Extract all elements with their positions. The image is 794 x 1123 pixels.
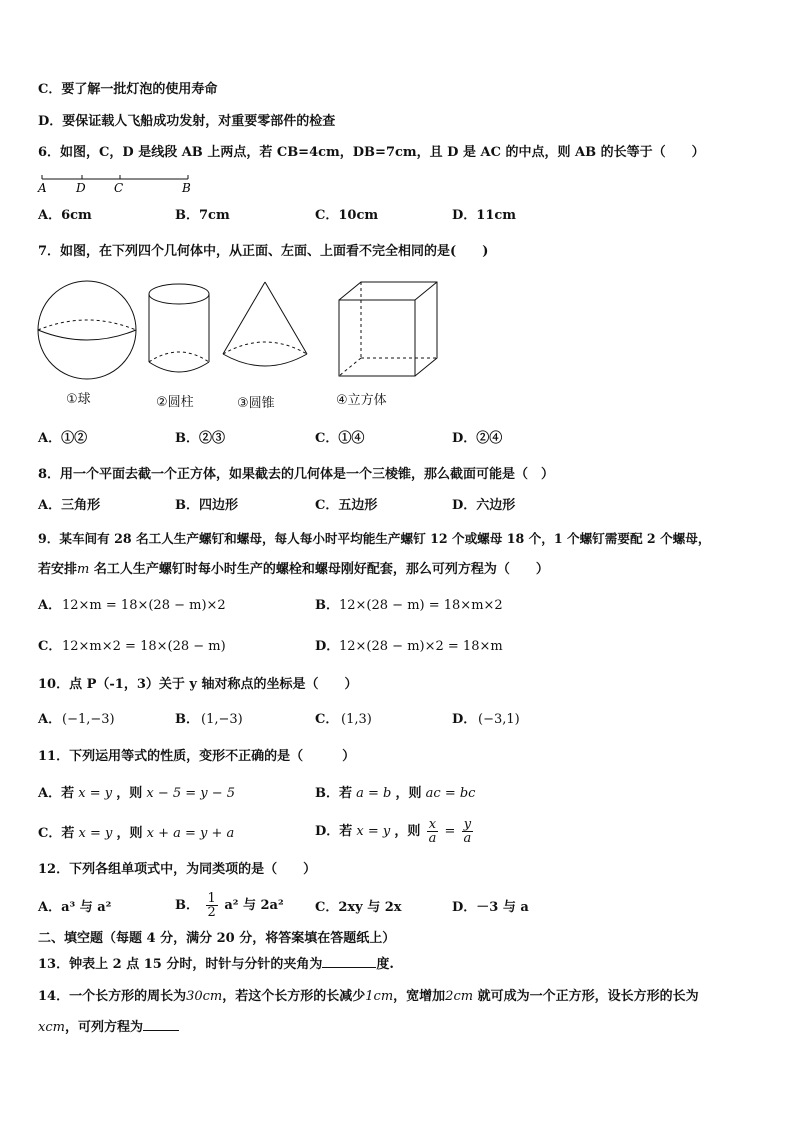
q11-option-b-label: B．若 bbox=[315, 786, 352, 801]
q11-option-c bbox=[38, 826, 234, 842]
q11-option-a-condition: x = y bbox=[78, 786, 113, 801]
question-6-stem: 6．如图，C，D 是线段 AB 上两点，若 CB=4cm，DB=7cm，且 D 是 AC 的中点，则 AB 的长等于（ ） bbox=[38, 145, 705, 160]
question-9-options-row-1 bbox=[38, 598, 758, 616]
q14-text-5: ，可列方程为 bbox=[64, 1020, 143, 1035]
q10-option-b-expr: (1,−3) bbox=[201, 712, 243, 727]
fraction-denominator: a bbox=[428, 831, 437, 846]
label-sphere: ①球 bbox=[66, 392, 91, 407]
q11-option-a-then: ，则 bbox=[116, 786, 143, 801]
q13-stem-prefix: 13．钟表上 2 点 15 分时，时针与分针的夹角为 bbox=[38, 957, 323, 972]
q6-option-b: B．7cm bbox=[175, 208, 230, 223]
cube-shape bbox=[339, 282, 437, 376]
fraction-numerator: y bbox=[462, 818, 474, 832]
q8-option-a: A．三角形 bbox=[38, 498, 101, 513]
q14-text-2: ，若这个长方形的长减少 bbox=[222, 989, 366, 1004]
fraction-denominator: a bbox=[463, 831, 472, 846]
point-label-c: C bbox=[114, 181, 124, 195]
q7-option-a: A．①② bbox=[38, 431, 88, 446]
question-14-stem-line-1 bbox=[38, 989, 699, 1005]
question-12-options bbox=[38, 891, 758, 924]
q9-option-a-label: A． bbox=[38, 598, 62, 613]
q14-answer-blank[interactable] bbox=[143, 1030, 179, 1031]
q11-option-b-result: ac = bc bbox=[425, 786, 476, 801]
q7-option-d: D．②④ bbox=[452, 431, 503, 446]
equals-sign: = bbox=[444, 824, 456, 839]
q6-option-c: C．10cm bbox=[315, 208, 379, 223]
q11-option-d-fraction-left bbox=[427, 818, 439, 845]
q9-option-c-label: C． bbox=[38, 639, 62, 654]
q10-option-a-expr: (−1,−3) bbox=[62, 712, 115, 727]
q9-option-d-expr: 12×(28 − m)×2 = 18×m bbox=[339, 639, 503, 654]
point-label-b: B bbox=[182, 181, 191, 195]
q9-option-c-expr: 12×m×2 = 18×(28 − m) bbox=[62, 639, 226, 654]
question-8-stem: 8．用一个平面去截一个正方体，如果截去的几何体是一个三棱锥，那么截面可能是（ ） bbox=[38, 467, 555, 482]
q11-option-b bbox=[315, 786, 475, 802]
q11-option-c-label: C．若 bbox=[38, 826, 75, 841]
label-cylinder: ②圆柱 bbox=[156, 395, 194, 410]
segment-figure bbox=[36, 171, 196, 195]
q11-option-b-then: ，则 bbox=[395, 786, 422, 801]
question-14-stem-line-2 bbox=[38, 1020, 179, 1036]
q11-option-d-condition: x = y bbox=[356, 824, 391, 839]
q9-stem-suffix: 名工人生产螺钉时每小时生产的螺栓和螺母刚好配套，那么可列方程为（ ） bbox=[89, 562, 549, 577]
question-11-stem: 11．下列运用等式的性质，变形不正确的是（ ） bbox=[38, 749, 356, 764]
q12-option-a: A．a³ 与 a² bbox=[38, 900, 112, 915]
question-9-options-row-2 bbox=[38, 639, 758, 657]
section-2-heading: 二、填空题（每题 4 分，满分 20 分，将答案填在答题纸上） bbox=[38, 931, 396, 946]
point-label-a: A bbox=[38, 181, 47, 195]
q9-option-b-expr: 12×(28 − m) = 18×m×2 bbox=[339, 598, 503, 613]
q6-option-a: A．6cm bbox=[38, 208, 92, 223]
one-half-fraction bbox=[206, 892, 218, 919]
q11-option-c-condition: x = y bbox=[78, 826, 113, 841]
q14-perimeter-value: 30cm bbox=[186, 989, 223, 1004]
label-cube: ④立方体 bbox=[336, 393, 387, 408]
solids-figure bbox=[30, 280, 450, 390]
q10-option-c-expr: (1,3) bbox=[341, 712, 372, 727]
question-10-options bbox=[38, 712, 758, 730]
question-7-stem: 7．如图，在下列四个几何体中，从正面、左面、上面看不完全相同的是( ) bbox=[38, 244, 489, 259]
q8-option-b: B．四边形 bbox=[175, 498, 238, 513]
q10-option-d-label: D． bbox=[452, 712, 477, 727]
q11-option-d-then: ，则 bbox=[394, 824, 421, 839]
q11-option-d-label: D．若 bbox=[315, 824, 353, 839]
q8-option-d: D．六边形 bbox=[452, 498, 516, 513]
q8-option-c: C．五边形 bbox=[315, 498, 378, 513]
q11-option-c-result: x + a = y + a bbox=[146, 826, 235, 841]
question-10-stem: 10．点 P（-1，3）关于 y 轴对称点的坐标是（ ） bbox=[38, 677, 358, 692]
q10-option-d-expr: (−3,1) bbox=[478, 712, 520, 727]
question-8-options bbox=[38, 498, 758, 516]
q11-option-c-then: ，则 bbox=[116, 826, 143, 841]
q11-option-b-condition: a = b bbox=[356, 786, 392, 801]
question-12-stem: 12．下列各组单项式中，为同类项的是（ ） bbox=[38, 862, 317, 877]
q11-option-a-result: x − 5 = y − 5 bbox=[146, 786, 236, 801]
point-label-d: D bbox=[76, 181, 86, 195]
q7-option-c: C．①④ bbox=[315, 431, 365, 446]
q12-option-c: C．2xy 与 2x bbox=[315, 900, 402, 915]
question-11-options-row-1 bbox=[38, 786, 758, 804]
q11-option-a-label: A．若 bbox=[38, 786, 75, 801]
q14-text-1: 14．一个长方形的周长为 bbox=[38, 989, 187, 1004]
q14-text-3: ，宽增加 bbox=[393, 989, 446, 1004]
q12-option-b-rest: a² 与 2a² bbox=[224, 898, 284, 913]
q9-stem-prefix: 若安排 bbox=[38, 562, 78, 577]
q13-answer-blank[interactable] bbox=[322, 967, 376, 968]
question-9-stem-line-2 bbox=[38, 562, 549, 578]
q10-option-b-label: B． bbox=[175, 712, 199, 727]
q13-stem-suffix: 度. bbox=[376, 957, 394, 972]
q11-option-d bbox=[315, 818, 475, 845]
q11-option-a bbox=[38, 786, 235, 802]
q11-option-d-fraction-right bbox=[462, 818, 474, 845]
label-cone: ③圆锥 bbox=[237, 396, 275, 411]
question-6-options bbox=[38, 208, 758, 226]
question-13-stem bbox=[38, 957, 394, 973]
q12-option-d: D．－3 与 a bbox=[452, 900, 529, 915]
cylinder-shape bbox=[149, 284, 209, 372]
q10-option-a-label: A． bbox=[38, 712, 62, 727]
fraction-numerator: x bbox=[427, 818, 439, 832]
option-d-text: D．要保证载人飞船成功发射，对重要零部件的检查 bbox=[38, 114, 336, 129]
q12-option-b-label: B． bbox=[175, 898, 199, 913]
q7-option-b: B．②③ bbox=[175, 431, 225, 446]
q9-variable-m: m bbox=[77, 562, 90, 577]
q14-length-variable: xcm bbox=[38, 1020, 65, 1035]
q14-text-4: 就可成为一个正方形，设长方形的长为 bbox=[473, 989, 699, 1004]
question-9-stem-line-1: 9．某车间有 28 名工人生产螺钉和螺母，每人每小时平均能生产螺钉 12 个或螺母 18 个，1 个螺钉需要配 2 个螺母， bbox=[38, 531, 711, 546]
cone-shape bbox=[223, 282, 307, 366]
q6-option-d: D．11cm bbox=[452, 208, 517, 223]
q9-option-b-label: B． bbox=[315, 598, 339, 613]
q9-option-a-expr: 12×m = 18×(28 − m)×2 bbox=[62, 598, 226, 613]
question-11-options-row-2 bbox=[38, 817, 758, 856]
q10-option-c-label: C． bbox=[315, 712, 339, 727]
q9-option-d-label: D． bbox=[315, 639, 340, 654]
q14-length-decrease: 1cm bbox=[365, 989, 394, 1004]
fraction-denominator: 2 bbox=[207, 905, 216, 920]
fraction-numerator: 1 bbox=[207, 891, 216, 906]
q14-width-increase: 2cm bbox=[445, 989, 474, 1004]
sphere-shape bbox=[38, 281, 136, 379]
option-c-text: C．要了解一批灯泡的使用寿命 bbox=[38, 82, 218, 97]
question-7-options bbox=[38, 431, 758, 449]
q12-option-b bbox=[175, 892, 284, 919]
